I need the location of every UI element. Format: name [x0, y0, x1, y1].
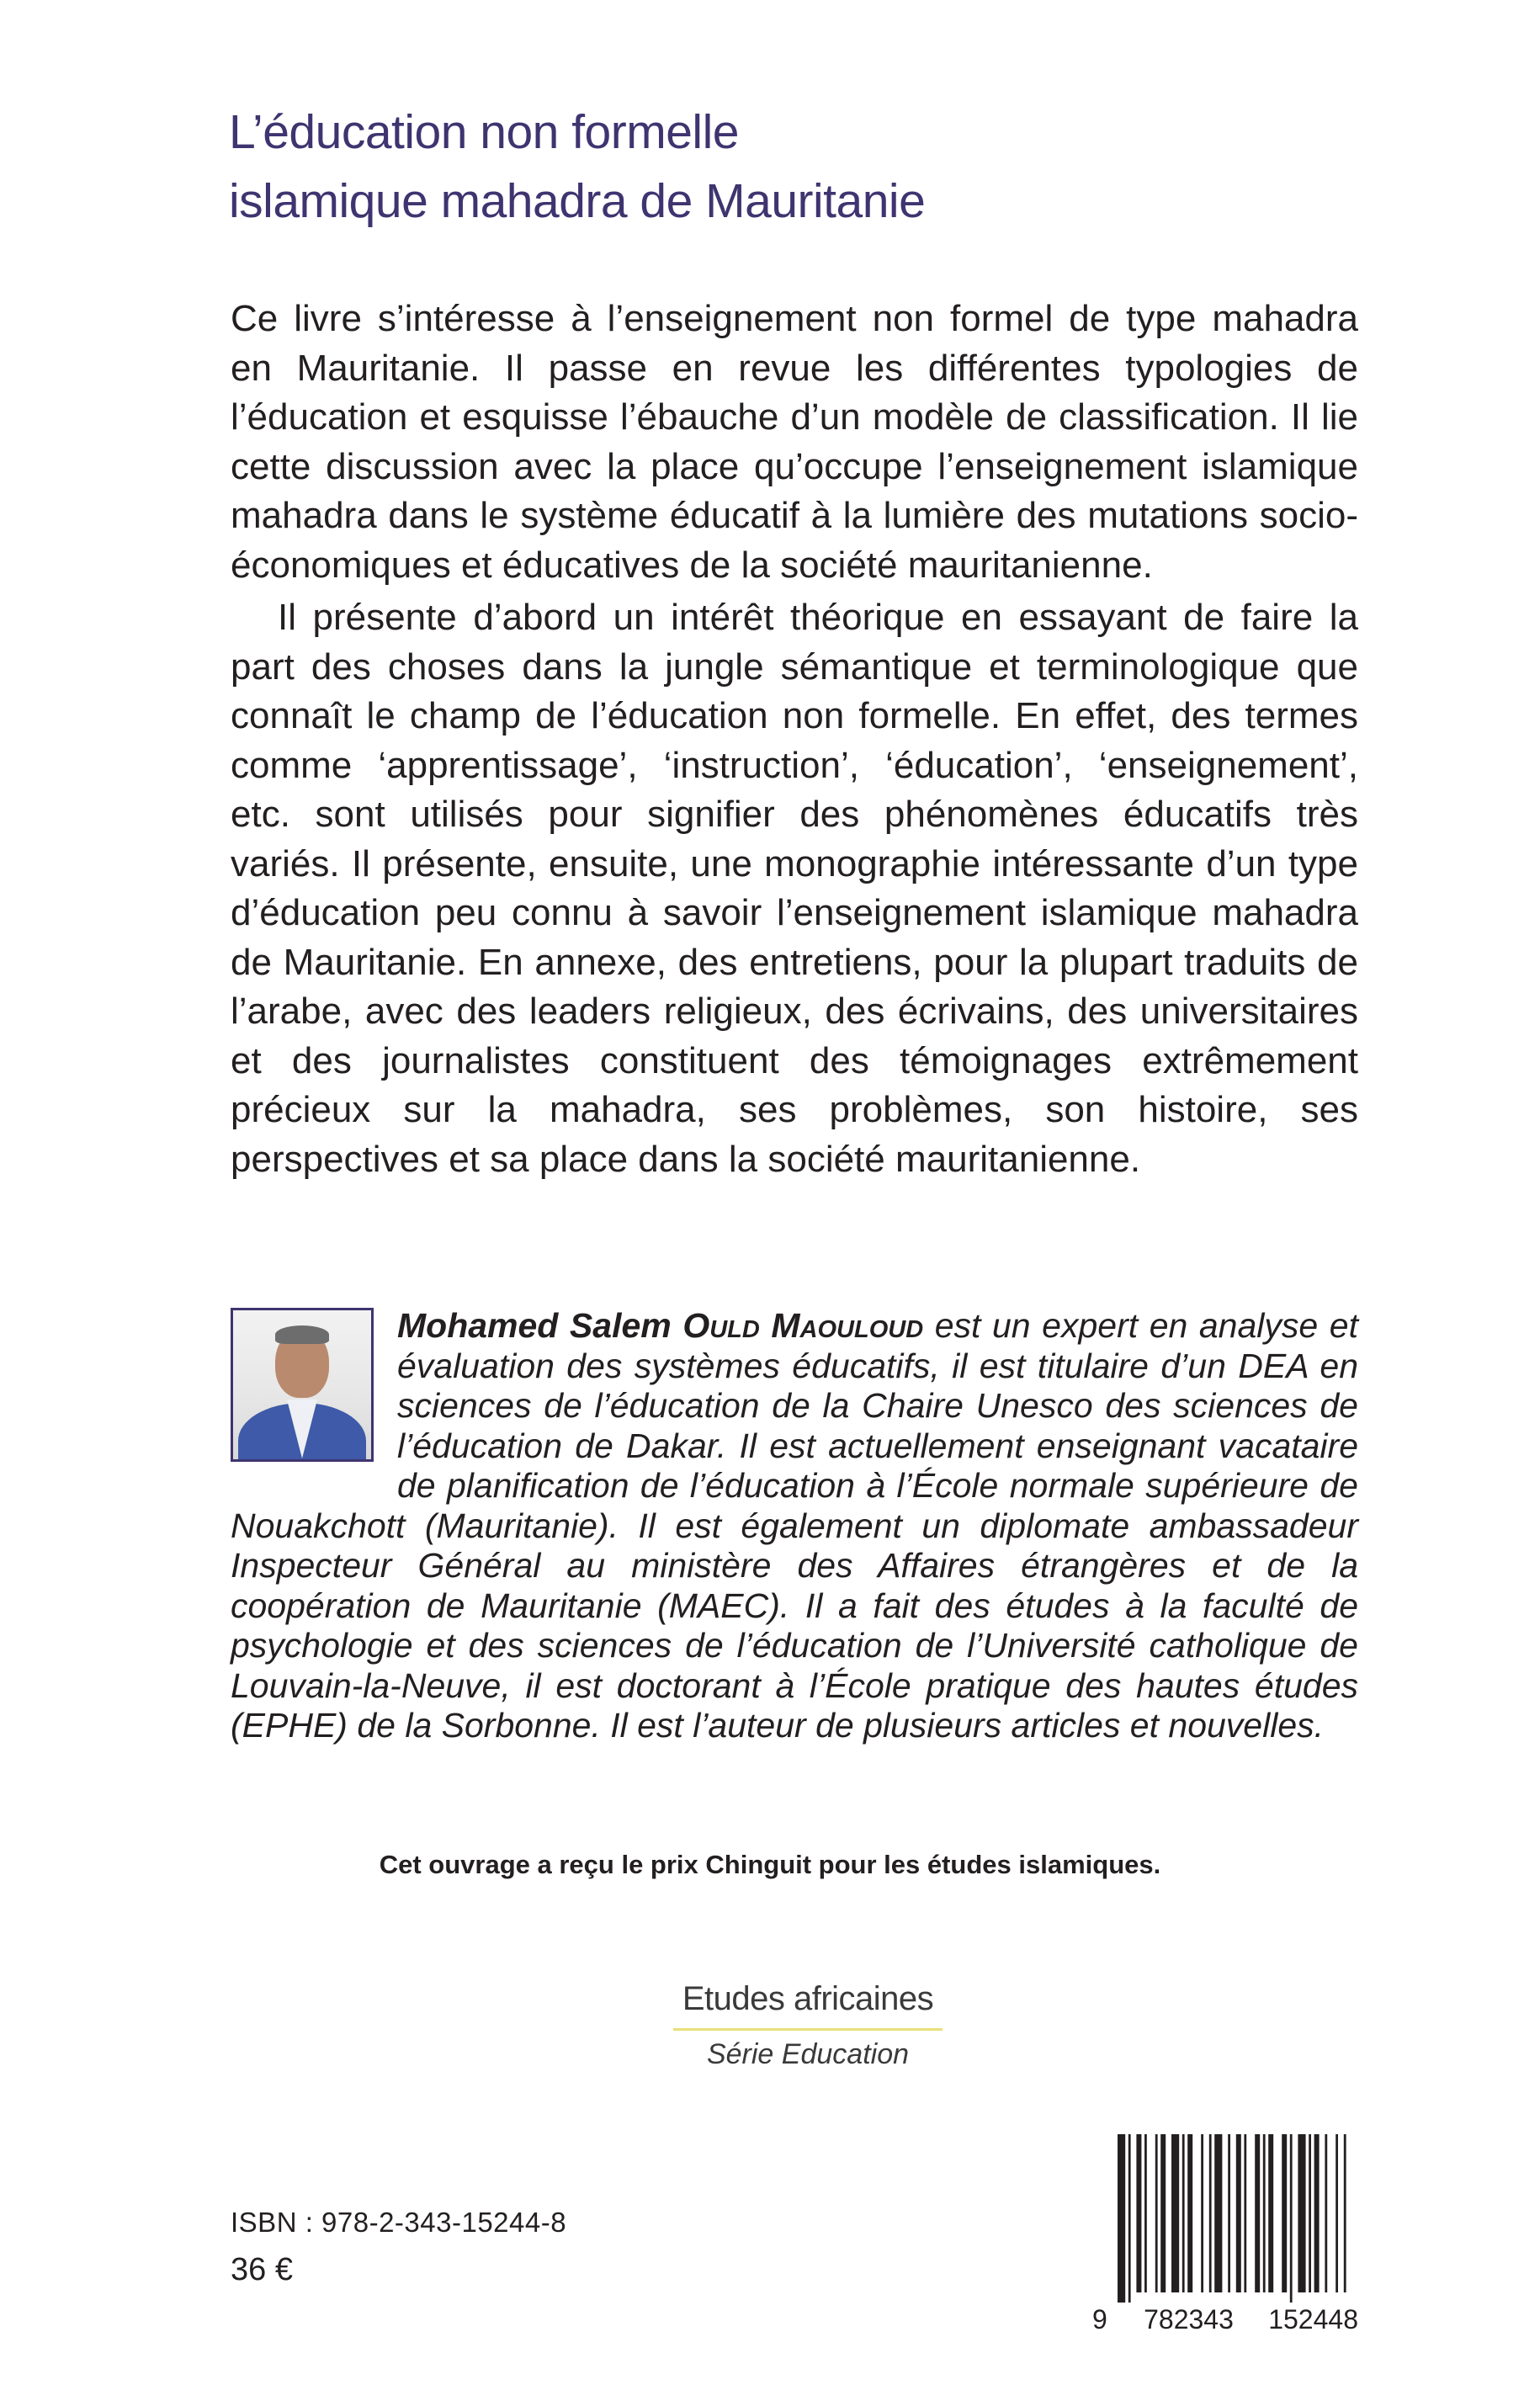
barcode-digits-group-2: 152448	[1268, 2304, 1358, 2335]
barcode-bar	[1187, 2134, 1192, 2292]
barcode-digits-group-1: 782343	[1144, 2304, 1234, 2335]
barcode-bar	[1171, 2134, 1179, 2292]
series-logo	[589, 1978, 1027, 2073]
barcode-bar	[1136, 2134, 1141, 2292]
series-subtitle: Série Education	[706, 2038, 910, 2070]
barcode-bar	[1214, 2134, 1222, 2292]
price: 36 €	[231, 2252, 293, 2287]
barcode-digit-lead: 9	[1092, 2304, 1107, 2335]
barcode-bar	[1309, 2134, 1311, 2292]
barcode-bars	[1092, 2134, 1358, 2303]
barcode-bar	[1298, 2134, 1305, 2292]
barcode-bar	[1255, 2134, 1260, 2292]
author-photo	[231, 1308, 374, 1462]
series-name: Etudes africaines	[682, 1980, 934, 2017]
barcode-bar	[1128, 2134, 1131, 2303]
barcode-bar	[1182, 2134, 1185, 2292]
barcode-bar	[1201, 2134, 1203, 2292]
barcode-bar	[1160, 2134, 1166, 2292]
author-name	[397, 1306, 923, 1345]
book-title-line-2: islamique mahadra de Mauritanie	[229, 174, 926, 228]
barcode-bar	[1325, 2134, 1327, 2292]
book-title-line-1: L’éducation non formelle	[229, 105, 739, 159]
book-description	[231, 295, 1358, 1184]
author-first-names: Mohamed Salem	[397, 1306, 672, 1345]
book-title	[229, 98, 1323, 236]
description-paragraph-2: Il présente d’abord un intérêt théorique en essayant de faire la part des choses dans la jungle sémantique et terminologique que connaît le champ de l’éducation non formelle. En effet, des termes comme ‘apprentissage’, ‘instruction’, ‘éducation’, ‘enseignement’, etc. sont utilisés pour signifier des phénomènes éducatifs très variés. Il présente, ensuite, une monographie intéressante d’un type d’éducation peu connu à savoir l’enseignement islamique mahadra de Mauritanie. En annexe, des entretiens, pour la plupart traduits de l’arabe, avec des leaders religieux, des écrivains, des universitaires et des journalistes constituent des témoignages extrêmement précieux sur la mahadra, ses problèmes, son histoire, ses perspectives et sa place dans la société mauritanienne.	[231, 597, 1358, 1180]
barcode-bar	[1282, 2134, 1287, 2292]
barcode-bar	[1268, 2134, 1273, 2292]
barcode-bar	[1336, 2134, 1338, 2292]
barcode-bar	[1155, 2134, 1158, 2292]
author-surname: Ould Maouloud	[682, 1306, 924, 1345]
barcode-bar	[1344, 2134, 1346, 2292]
barcode-bar	[1263, 2134, 1266, 2292]
barcode-bar	[1244, 2134, 1246, 2292]
series-divider	[673, 2028, 943, 2031]
barcode-bar	[1144, 2134, 1147, 2292]
barcode-bar	[1236, 2134, 1241, 2292]
barcode-bar	[1228, 2134, 1230, 2292]
barcode-bar	[1290, 2134, 1293, 2303]
author-biography	[231, 1306, 1358, 1746]
isbn: ISBN : 978-2-343-15244-8	[231, 2207, 567, 2238]
author-bio-text: est un expert en analyse et évaluation des systèmes éducatifs, il est titulaire d’un DEA en sciences de l’éducation de la Chaire Unesco des sciences de l’éducation de Dakar. Il est actuellement enseignant vacataire de planification de l’éducation à l’École normale supérieure de Nouakchott (Mauritanie). Il est également un diplomate ambassadeur Inspecteur Général au ministère des Affaires étrangères et de la coopération de Mauritanie (MAEC). Il a fait des études à la faculté de psychologie et des sciences de l’éducation de l’Université catholique de Louvain-la-Neuve, il est doctorant à l’École pratique des hautes études (EPHE) de la Sorbonne. Il est l’auteur de plusieurs articles et nouvelles.	[231, 1306, 1358, 1745]
award-note: Cet ouvrage a reçu le prix Chinguit pour les études islamiques.	[379, 1850, 1161, 1879]
description-paragraph-1: Ce livre s’intéresse à l’enseignement non formel de type mahadra en Mauritanie. Il passe en revue les différentes typologies de l’éducation et esquisse l’ébauche d’un modèle de classification. Il lie cette discussion avec la place qu’occupe l’enseignement islamique mahadra dans le système éducatif à la lumière des mutations socio-économiques et éducatives de la société mauritanienne.	[231, 298, 1358, 586]
barcode-bar	[1118, 2134, 1125, 2303]
barcode-digits	[1092, 2304, 1358, 2335]
barcode-bar	[1209, 2134, 1212, 2292]
barcode-bar	[1314, 2134, 1320, 2292]
isbn-barcode	[1092, 2134, 1358, 2345]
